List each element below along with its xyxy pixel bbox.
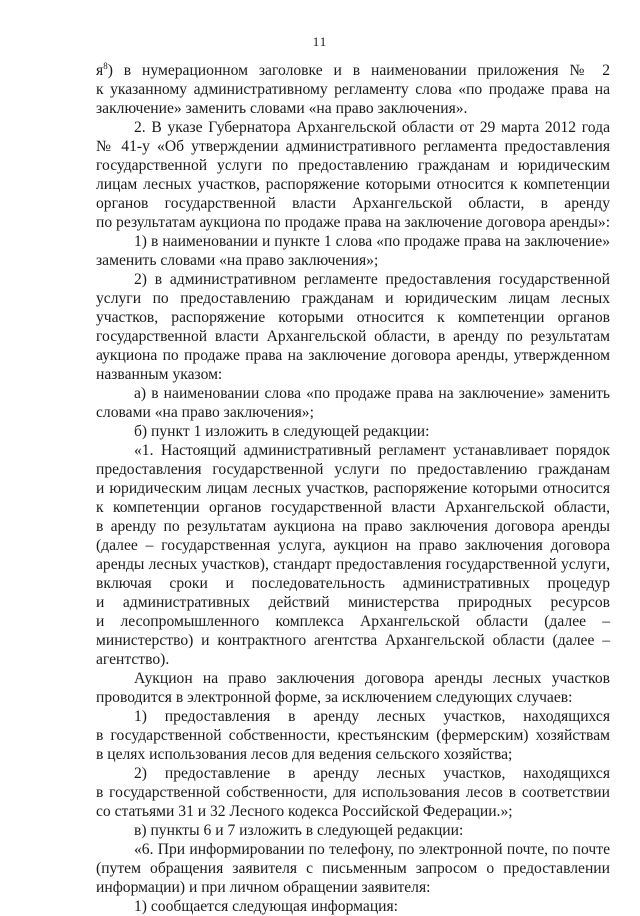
text-line-26: (далее – государственная услуга, аукцион на право заключения договора [96, 537, 610, 554]
page-number: 11 [312, 34, 328, 49]
text-line-23: и юридическим лицам лесных участков, распоряжение которыми относится [96, 480, 610, 497]
text-line-37: в целях использования лесов для ведения сельского хозяйства; [96, 746, 513, 763]
text-line-8: органов государственной власти Архангельской области, в аренду [96, 195, 610, 212]
text-line-33: Аукцион на право заключения договора аренды лесных участков [134, 670, 610, 687]
text-line-28: включая сроки и последовательность административных процедур [96, 575, 610, 592]
text-line-21: «1. Настоящий административный регламент устанавливает порядок [134, 442, 610, 459]
text-line-15: государственной власти Архангельской области, в аренду по результатам [96, 328, 610, 345]
text-line-35: 1) предоставления в аренду лесных участков, находящихся [134, 708, 610, 725]
text-line-6: государственной услуги по предоставлению гражданам и юридическим [96, 157, 610, 174]
text-line-14: участков, распоряжение которыми относится к компетенции органов [96, 309, 610, 326]
text-line-36: в государственной собственности, крестьянским (фермерским) хозяйствам [96, 727, 610, 744]
text-line-16: аукциона по продаже права на заключение договора аренды, утвержденном [96, 347, 610, 364]
text-line-27: аренды лесных участков), стандарт предоставления государственной услуги, [96, 556, 610, 573]
text-line-31: министерство) и контрактного агентства Архангельской области (далее – [96, 632, 610, 649]
text-line-32: агентство). [96, 651, 170, 668]
text-line-20: б) пункт 1 изложить в следующей редакции: [134, 423, 430, 440]
text-line-11: заменить словами «на право заключения»; [96, 252, 379, 269]
text-line-4: 2. В указе Губернатора Архангельской области от 29 марта 2012 года [134, 119, 610, 136]
text-line-9: по результатам аукциона по продаже права на заключение договора аренды»: [96, 214, 611, 231]
text-line-17: названным указом: [96, 366, 223, 383]
text-line-24: к компетенции органов государственной власти Архангельской области, [96, 499, 610, 516]
text-line-12: 2) в административном регламенте предоставления государственной [134, 271, 610, 288]
text-line-2: к указанному административному регламенту слова «по продаже права на [96, 81, 610, 98]
text-line-43: (путем обращения заявителя с письменным запросом о предоставлении [96, 860, 610, 877]
text-line-41: в) пункты 6 и 7 изложить в следующей редакции: [134, 822, 464, 839]
text-line-5: № 41-у «Об утверждении административного регламента предоставления [96, 138, 610, 155]
text-line-44: информации) и при личном обращении заявителя: [96, 879, 431, 896]
text-line-22: предоставления государственной услуги по предоставлению гражданам [96, 461, 610, 478]
text-line-3: заключение» заменить словами «на право заключения». [96, 100, 468, 117]
text-line-45: 1) сообщается следующая информация: [134, 898, 399, 915]
text-line-39: в государственной собственности, для использования лесов в соответствии [96, 784, 610, 801]
text-line-1: $я^8$) в нумерационном заголовке и в наименовании приложения № 2 [96, 61, 610, 79]
text-line-34: проводится в электронной форме, за исключением следующих случаев: [96, 689, 573, 706]
text-line-19: словами «на право заключения»; [96, 404, 314, 421]
text-line-38: 2) предоставление в аренду лесных участков, находящихся [134, 765, 610, 782]
text-line-42: «6. При информировании по телефону, по электронной почте, по почте [134, 841, 610, 858]
text-line-29: и административных действий министерства природных ресурсов [96, 594, 610, 611]
text-line-13: услуги по предоставлению гражданам и юридическим лицам лесных [96, 290, 610, 307]
text-line-18: а) в наименовании слова «по продаже права на заключение» заменить [134, 385, 610, 402]
text-line-10: 1) в наименовании и пункте 1 слова «по продаже права на заключение» [134, 233, 610, 250]
footnote-mark: 8 [103, 61, 108, 71]
text-line-30: и лесопромышленного комплекса Архангельской области (далее – [96, 613, 610, 630]
text-line-25: в аренду по результатам аукциона на право заключения договора аренды [96, 518, 610, 535]
text-line-7: лицам лесных участков, распоряжение которыми относится к компетенции [96, 176, 610, 193]
text-line-40: со статьями 31 и 32 Лесного кодекса Российской Федерации.»; [96, 803, 513, 820]
